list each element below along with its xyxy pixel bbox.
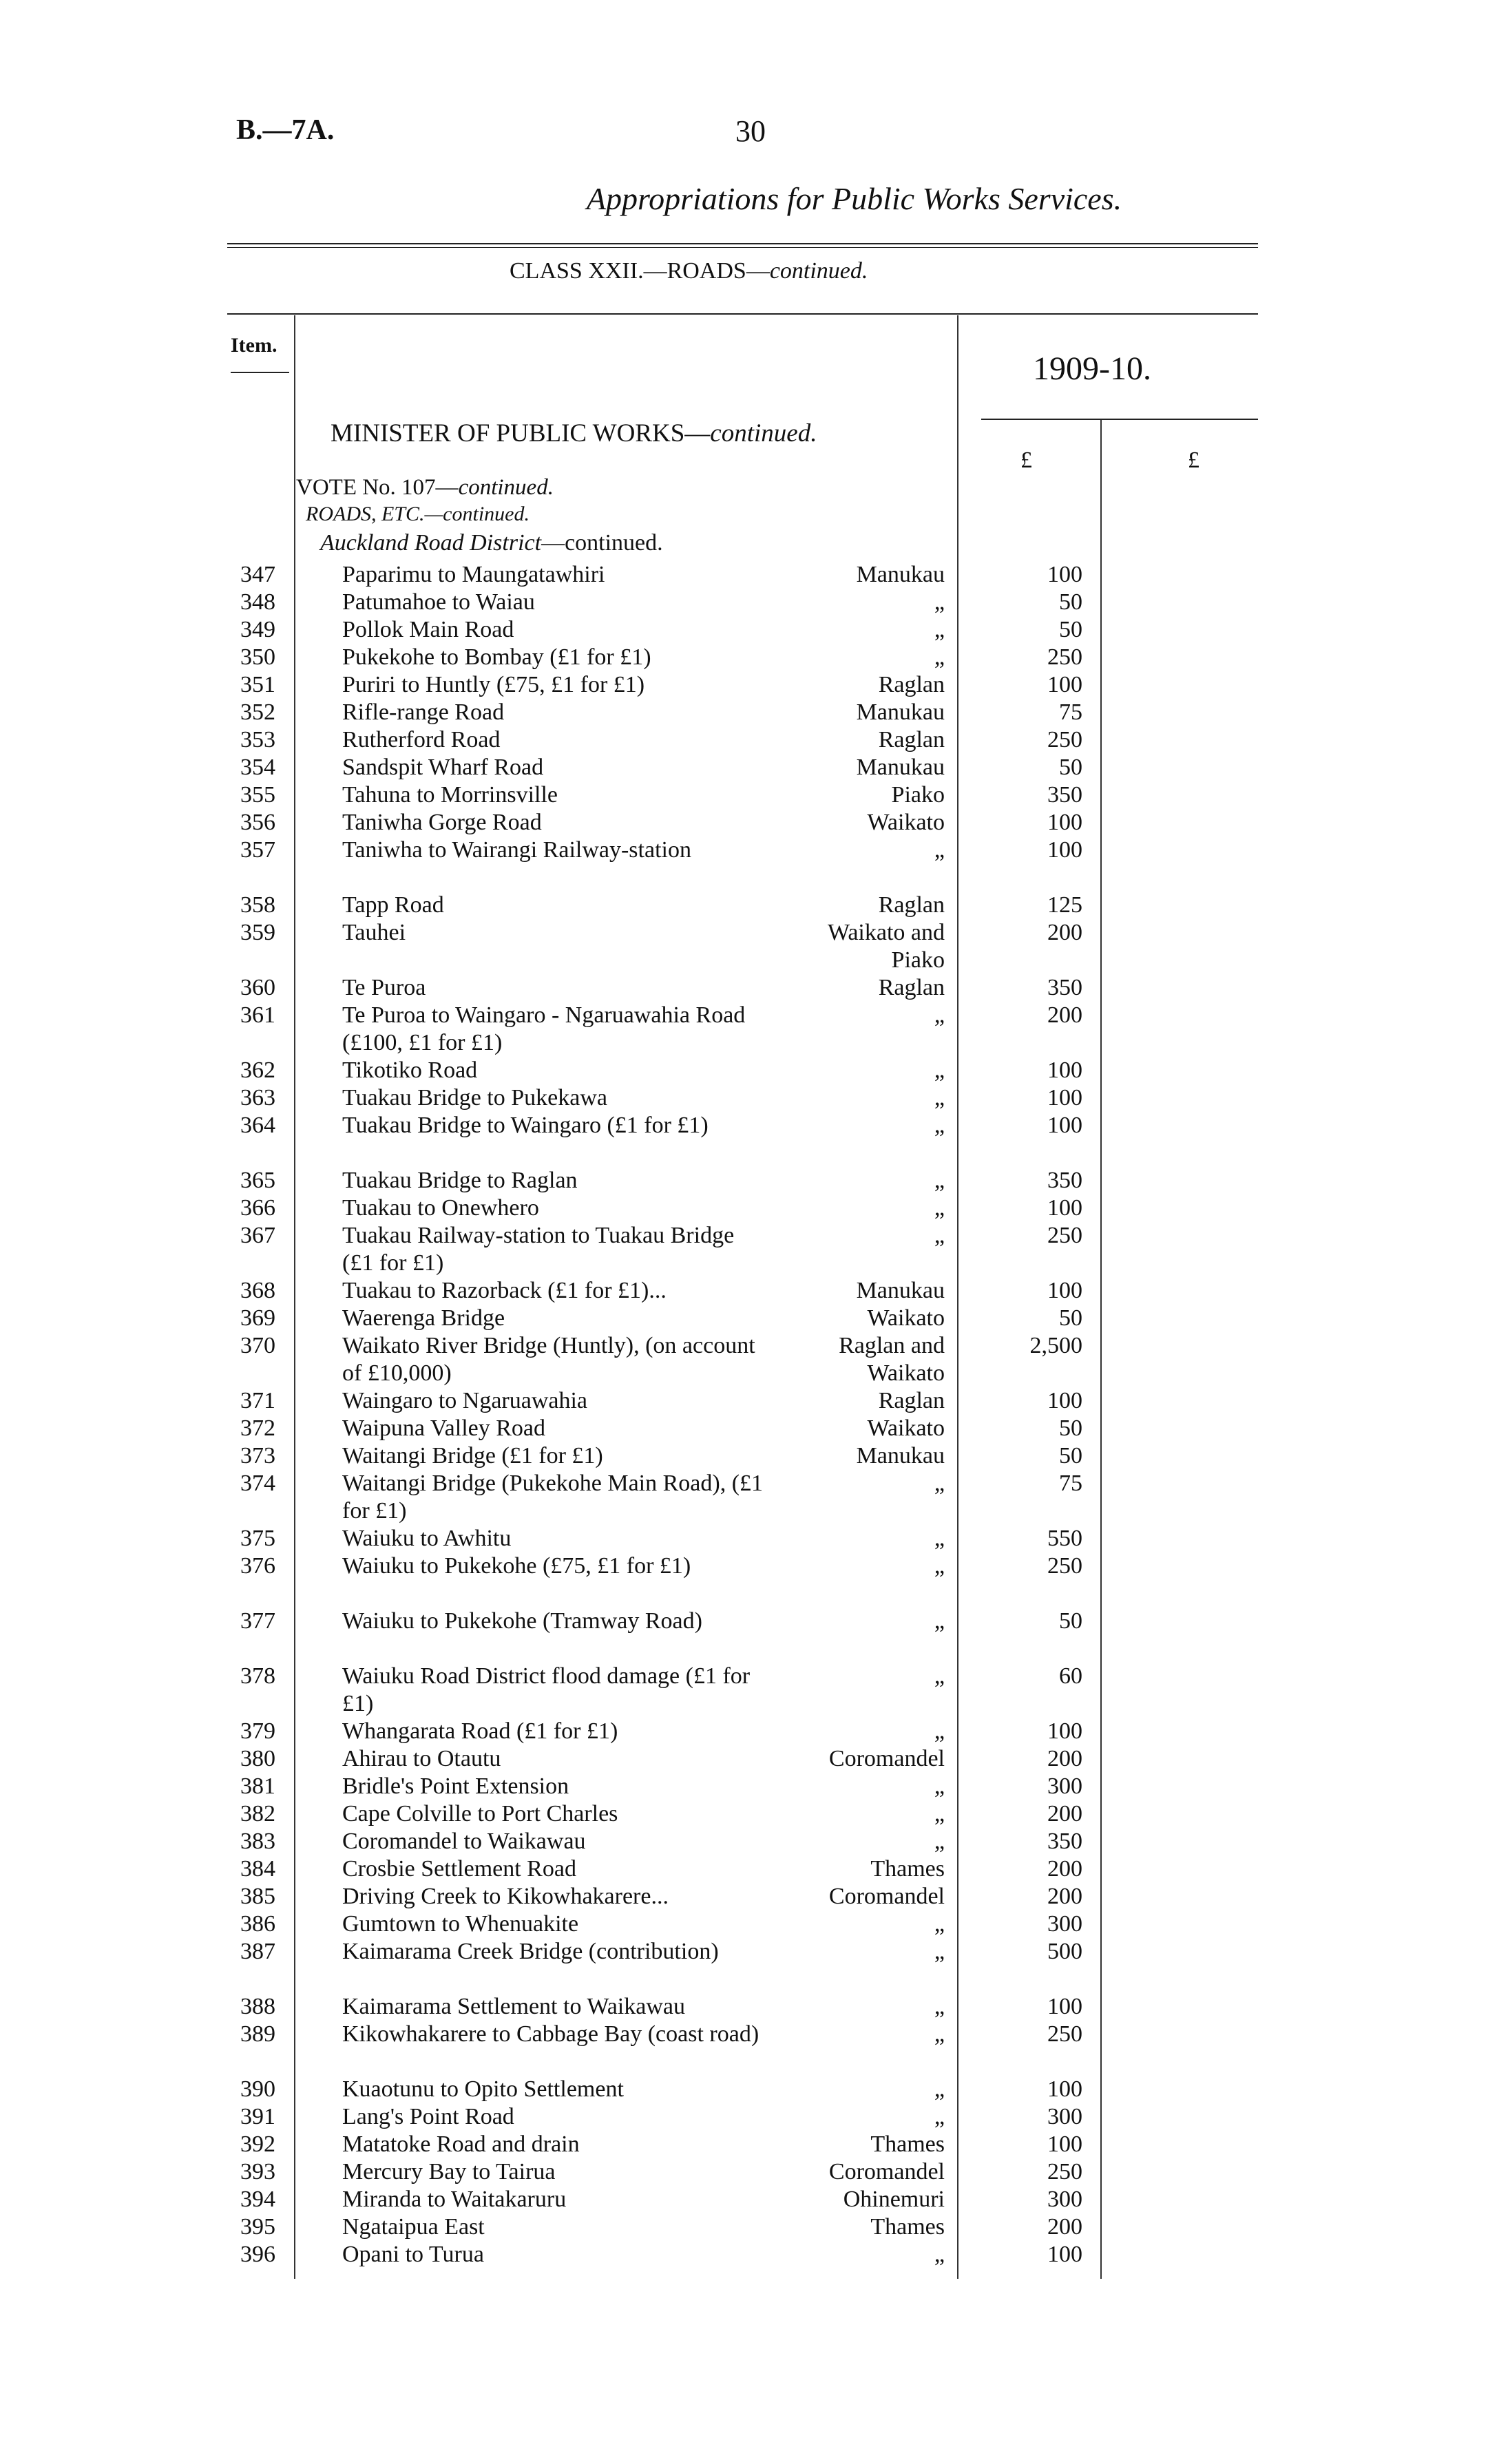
row-item-number: 361 <box>240 1002 275 1028</box>
row-item-number: 383 <box>240 1829 275 1854</box>
row-district: Piako <box>891 782 945 808</box>
row-district: Raglan <box>878 672 945 697</box>
row-road-name: Tikotiko Road <box>342 1057 478 1083</box>
row-amount: 100 <box>1047 2242 1082 2267</box>
row-road-name: Te Puroa to Waingaro - Ngaruawahia Road (£100, £1 for £1) <box>342 1002 746 1055</box>
row-amount: 300 <box>1047 2104 1082 2129</box>
row-item-number: 360 <box>240 975 275 1000</box>
row-road-name: Gumtown to Whenuakite <box>342 1911 579 1937</box>
row-amount: 60 <box>1059 1663 1082 1689</box>
row-district: „ <box>934 1223 945 1248</box>
row-amount: 2,500 <box>1029 1333 1082 1358</box>
row-amount: 300 <box>1047 2187 1082 2212</box>
row-amount: 350 <box>1047 1168 1082 1193</box>
row-item-number: 362 <box>240 1057 275 1083</box>
row-item-number: 350 <box>240 644 275 670</box>
row-district: Waikato and Piako <box>827 920 945 973</box>
row-road-name: Paparimu to Maungatawhiri <box>342 562 605 587</box>
row-item-number: 396 <box>240 2242 275 2267</box>
row-district: Thames <box>870 1856 945 1882</box>
row-item-number: 371 <box>240 1388 275 1413</box>
row-item-number: 372 <box>240 1415 275 1441</box>
row-district: Manukau <box>856 699 945 725</box>
row-item-number: 386 <box>240 1911 275 1937</box>
row-amount: 350 <box>1047 1829 1082 1854</box>
row-road-name: Pukekohe to Bombay (£1 for £1) <box>342 644 651 670</box>
row-amount: 300 <box>1047 1773 1082 1799</box>
row-amount: 75 <box>1059 699 1082 725</box>
row-amount: 200 <box>1047 1746 1082 1771</box>
district-name: Auckland Road District <box>320 530 542 556</box>
row-road-name: Waikato River Bridge (Huntly), (on account of £10,000) <box>342 1333 755 1386</box>
row-amount: 50 <box>1059 755 1082 780</box>
row-road-name: Bridle's Point Extension <box>342 1773 569 1799</box>
row-item-number: 354 <box>240 755 275 780</box>
row-item-number: 364 <box>240 1113 275 1138</box>
row-amount: 75 <box>1059 1471 1082 1496</box>
minister-cont: continued. <box>710 419 817 447</box>
district-cont: —continued. <box>541 530 663 556</box>
row-amount: 100 <box>1047 1195 1082 1221</box>
row-district: Waikato <box>867 810 945 835</box>
row-district: Waikato <box>867 1305 945 1331</box>
row-item-number: 370 <box>240 1333 275 1358</box>
row-road-name: Kaimarama Creek Bridge (contribution) <box>342 1939 719 1964</box>
row-district: Coromandel <box>828 2159 945 2184</box>
row-item-number: 374 <box>240 1471 275 1496</box>
row-item-number: 381 <box>240 1773 275 1799</box>
row-road-name: Cape Colville to Port Charles <box>342 1801 618 1826</box>
row-district: „ <box>934 589 945 615</box>
row-road-name: Puriri to Huntly (£75, £1 for £1) <box>342 672 645 697</box>
row-amount: 200 <box>1047 1801 1082 1826</box>
row-road-name: Tuakau Railway-station to Tuakau Bridge (£1 for £1) <box>342 1223 735 1276</box>
row-amount: 500 <box>1047 1939 1082 1964</box>
row-district: Raglan and Waikato <box>839 1333 945 1386</box>
row-district: Manukau <box>856 562 945 587</box>
row-district: „ <box>934 2021 945 2047</box>
row-item-number: 375 <box>240 1526 275 1551</box>
row-road-name: Waiuku to Pukekohe (£75, £1 for £1) <box>342 1553 691 1579</box>
row-item-number: 388 <box>240 1994 275 2019</box>
row-item-number: 363 <box>240 1085 275 1110</box>
row-amount: 100 <box>1047 672 1082 697</box>
row-road-name: Mercury Bay to Tairua <box>342 2159 556 2184</box>
row-item-number: 347 <box>240 562 275 587</box>
row-amount: 250 <box>1047 727 1082 752</box>
row-district: „ <box>934 1471 945 1496</box>
row-road-name: Crosbie Settlement Road <box>342 1856 576 1882</box>
row-district: „ <box>934 837 945 863</box>
row-amount: 550 <box>1047 1526 1082 1551</box>
row-district: Manukau <box>856 1443 945 1468</box>
row-item-number: 391 <box>240 2104 275 2129</box>
row-road-name: Tuakau to Razorback (£1 for £1)... <box>342 1278 667 1303</box>
vote-main: VOTE No. 107— <box>296 475 459 500</box>
row-road-name: Tuakau Bridge to Waingaro (£1 for £1) <box>342 1113 709 1138</box>
row-amount: 200 <box>1047 920 1082 945</box>
row-district: „ <box>934 1002 945 1028</box>
pound-sign-right: £ <box>1188 447 1199 473</box>
row-road-name: Ahirau to Otautu <box>342 1746 501 1771</box>
row-district: Manukau <box>856 1278 945 1303</box>
row-amount: 300 <box>1047 1911 1082 1937</box>
row-road-name: Te Puroa <box>342 975 426 1000</box>
row-amount: 50 <box>1059 1608 1082 1634</box>
row-district: „ <box>934 1057 945 1083</box>
document-reference: B.—7A. <box>236 114 335 146</box>
row-district: Raglan <box>878 892 945 918</box>
row-district: Raglan <box>878 727 945 752</box>
class-heading-cont: continued. <box>769 258 868 284</box>
page-number: 30 <box>735 114 766 148</box>
row-amount: 125 <box>1047 892 1082 918</box>
row-amount: 100 <box>1047 1085 1082 1110</box>
row-item-number: 355 <box>240 782 275 808</box>
row-amount: 100 <box>1047 1057 1082 1083</box>
row-item-number: 395 <box>240 2214 275 2240</box>
row-item-number: 353 <box>240 727 275 752</box>
row-road-name: Tahuna to Morrinsville <box>342 782 558 808</box>
row-amount: 50 <box>1059 1305 1082 1331</box>
row-road-name: Opani to Turua <box>342 2242 484 2267</box>
row-road-name: Coromandel to Waikawau <box>342 1829 586 1854</box>
row-item-number: 390 <box>240 2076 275 2102</box>
row-amount: 200 <box>1047 1884 1082 1909</box>
row-item-number: 365 <box>240 1168 275 1193</box>
row-road-name: Tauhei <box>342 920 406 945</box>
row-amount: 100 <box>1047 2131 1082 2157</box>
row-district: „ <box>934 1085 945 1110</box>
row-road-name: Driving Creek to Kikowhakarere... <box>342 1884 669 1909</box>
row-amount: 200 <box>1047 1002 1082 1028</box>
row-district: Manukau <box>856 755 945 780</box>
row-district: Ohinemuri <box>843 2187 945 2212</box>
row-amount: 50 <box>1059 589 1082 615</box>
row-district: „ <box>934 1526 945 1551</box>
row-amount: 100 <box>1047 810 1082 835</box>
row-road-name: Kuaotunu to Opito Settlement <box>342 2076 624 2102</box>
row-road-name: Miranda to Waitakaruru <box>342 2187 567 2212</box>
row-road-name: Waingaro to Ngaruawahia <box>342 1388 588 1413</box>
roads-heading: ROADS, ETC.—continued. <box>306 503 530 525</box>
row-road-name: Taniwha Gorge Road <box>342 810 542 835</box>
row-item-number: 349 <box>240 617 275 642</box>
minister-main: MINISTER OF PUBLIC WORKS— <box>331 419 711 447</box>
row-item-number: 358 <box>240 892 275 918</box>
row-district: „ <box>934 2076 945 2102</box>
row-amount: 100 <box>1047 1994 1082 2019</box>
row-road-name: Kikowhakarere to Cabbage Bay (coast road) <box>342 2021 759 2047</box>
row-amount: 50 <box>1059 617 1082 642</box>
row-amount: 250 <box>1047 644 1082 670</box>
row-amount: 200 <box>1047 2214 1082 2240</box>
row-road-name: Waiuku to Awhitu <box>342 1526 512 1551</box>
row-road-name: Tuakau Bridge to Pukekawa <box>342 1085 607 1110</box>
row-item-number: 393 <box>240 2159 275 2184</box>
row-road-name: Waitangi Bridge (£1 for £1) <box>342 1443 603 1468</box>
row-item-number: 368 <box>240 1278 275 1303</box>
row-road-name: Waitangi Bridge (Pukekohe Main Road), (£1 for £1) <box>342 1471 764 1524</box>
row-amount: 100 <box>1047 1278 1082 1303</box>
row-road-name: Lang's Point Road <box>342 2104 514 2129</box>
row-road-name: Waipuna Valley Road <box>342 1415 546 1441</box>
row-amount: 100 <box>1047 562 1082 587</box>
row-amount: 200 <box>1047 1856 1082 1882</box>
row-amount: 250 <box>1047 1553 1082 1579</box>
row-district: „ <box>934 1663 945 1689</box>
row-item-number: 369 <box>240 1305 275 1331</box>
row-item-number: 377 <box>240 1608 275 1634</box>
row-road-name: Kaimarama Settlement to Waikawau <box>342 1994 685 2019</box>
row-amount: 250 <box>1047 1223 1082 1248</box>
row-district: „ <box>934 617 945 642</box>
row-item-number: 356 <box>240 810 275 835</box>
row-amount: 250 <box>1047 2159 1082 2184</box>
row-item-number: 348 <box>240 589 275 615</box>
row-item-number: 366 <box>240 1195 275 1221</box>
row-district: Raglan <box>878 975 945 1000</box>
row-amount: 50 <box>1059 1443 1082 1468</box>
row-amount: 100 <box>1047 837 1082 863</box>
row-amount: 100 <box>1047 2076 1082 2102</box>
row-amount: 100 <box>1047 1388 1082 1413</box>
row-road-name: Waerenga Bridge <box>342 1305 505 1331</box>
row-amount: 350 <box>1047 975 1082 1000</box>
row-amount: 50 <box>1059 1415 1082 1441</box>
row-road-name: Patumahoe to Waiau <box>342 589 535 615</box>
row-item-number: 352 <box>240 699 275 725</box>
row-district: „ <box>934 1195 945 1221</box>
row-district: Thames <box>870 2131 945 2157</box>
row-district: Coromandel <box>828 1884 945 1909</box>
row-road-name: Rutherford Road <box>342 727 501 752</box>
row-district: Thames <box>870 2214 945 2240</box>
row-item-number: 380 <box>240 1746 275 1771</box>
row-district: „ <box>934 1801 945 1826</box>
vote-cont: continued. <box>458 475 554 500</box>
row-item-number: 394 <box>240 2187 275 2212</box>
row-district: „ <box>934 1113 945 1138</box>
row-district: Coromandel <box>828 1746 945 1771</box>
row-item-number: 389 <box>240 2021 275 2047</box>
row-amount: 250 <box>1047 2021 1082 2047</box>
row-road-name: Tapp Road <box>342 892 444 918</box>
row-amount: 100 <box>1047 1718 1082 1744</box>
row-district: „ <box>934 1553 945 1579</box>
row-road-name: Sandspit Wharf Road <box>342 755 544 780</box>
row-road-name: Waiuku Road District flood damage (£1 for £1) <box>342 1663 751 1716</box>
row-road-name: Taniwha to Wairangi Railway-station <box>342 837 691 863</box>
row-amount: 100 <box>1047 1113 1082 1138</box>
row-item-number: 373 <box>240 1443 275 1468</box>
row-item-number: 357 <box>240 837 275 863</box>
row-item-number: 392 <box>240 2131 275 2157</box>
row-road-name: Rifle-range Road <box>342 699 505 725</box>
row-item-number: 376 <box>240 1553 275 1579</box>
row-road-name: Tuakau Bridge to Raglan <box>342 1168 578 1193</box>
row-district: „ <box>934 1939 945 1964</box>
row-district: Raglan <box>878 1388 945 1413</box>
row-item-number: 367 <box>240 1223 275 1248</box>
row-item-number: 351 <box>240 672 275 697</box>
pound-sign-left: £ <box>1020 447 1032 473</box>
row-district: „ <box>934 1608 945 1634</box>
row-road-name: Whangarata Road (£1 for £1) <box>342 1718 618 1744</box>
row-item-number: 378 <box>240 1663 275 1689</box>
row-road-name: Ngataipua East <box>342 2214 485 2240</box>
row-item-number: 359 <box>240 920 275 945</box>
row-item-number: 379 <box>240 1718 275 1744</box>
row-district: Waikato <box>867 1415 945 1441</box>
row-road-name: Matatoke Road and drain <box>342 2131 580 2157</box>
row-item-number: 384 <box>240 1856 275 1882</box>
row-district: „ <box>934 644 945 670</box>
row-district: „ <box>934 2104 945 2129</box>
page-title: Appropriations for Public Works Services. <box>586 181 1122 216</box>
row-district: „ <box>934 1994 945 2019</box>
row-road-name: Pollok Main Road <box>342 617 514 642</box>
row-district: „ <box>934 1911 945 1937</box>
class-heading-main: CLASS XXII.—ROADS— <box>510 258 770 284</box>
column-header-year: 1909-10. <box>1033 350 1151 387</box>
row-road-name: Tuakau to Onewhero <box>342 1195 539 1221</box>
row-road-name: Waiuku to Pukekohe (Tramway Road) <box>342 1608 702 1634</box>
row-item-number: 387 <box>240 1939 275 1964</box>
row-district: „ <box>934 1829 945 1854</box>
row-district: „ <box>934 1718 945 1744</box>
row-district: „ <box>934 2242 945 2267</box>
row-district: „ <box>934 1168 945 1193</box>
row-amount: 350 <box>1047 782 1082 808</box>
row-item-number: 382 <box>240 1801 275 1826</box>
column-header-item: Item. <box>231 334 277 357</box>
row-district: „ <box>934 1773 945 1799</box>
row-item-number: 385 <box>240 1884 275 1909</box>
